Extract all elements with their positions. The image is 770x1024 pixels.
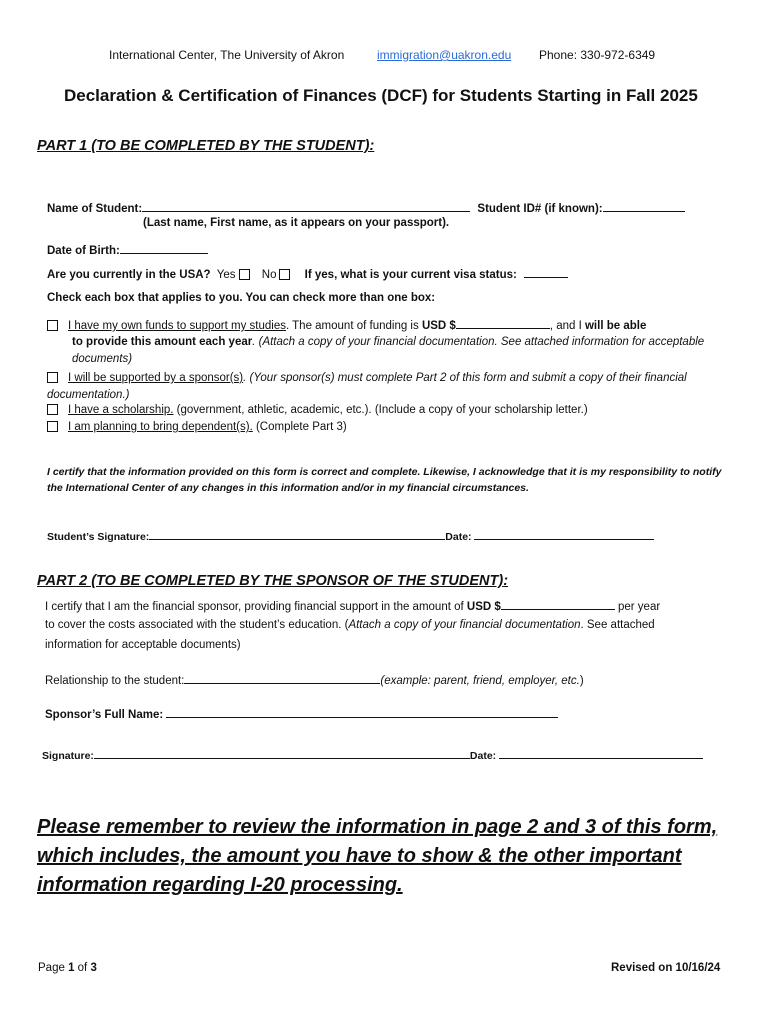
option-scholarship [47,404,588,416]
own-funds-amount-field[interactable] [456,317,550,329]
name-of-student-row [47,200,685,215]
sponsor-label: I will be supported by a sponsor(s) [68,372,244,384]
yes-checkbox[interactable] [239,269,250,280]
dob-label: Date of Birth: [47,245,120,257]
student-id-field[interactable] [603,200,685,212]
student-signature-row [47,528,654,543]
option-own-funds [47,317,707,335]
relationship-label: Relationship to the student: [45,675,185,687]
dob-row [47,242,208,257]
page-total: 3 [90,962,97,974]
no-label: No [261,269,277,281]
reminder-line3: information regarding I-20 processing. [37,874,403,896]
reminder-line1: Please remember to review the information in page 2 and 3 of this form, [37,816,718,838]
page-number [38,962,97,974]
sponsor-amount-field[interactable] [501,598,615,610]
check-instruction: Check each box that applies to you. You can check more than one box: [47,292,436,304]
own-funds-bold2: to provide this amount each year [72,336,253,348]
sponsor-certify-per-year: per year [617,601,661,613]
sponsor-certify-usd: USD $ [466,601,501,613]
name-hint: (Last name, First name, as it appears on your passport). [143,217,450,229]
dob-field[interactable] [120,242,208,254]
part2-heading: PART 2 (TO BE COMPLETED BY THE SPONSOR OF THE STUDENT): [37,573,509,589]
student-signature-field[interactable] [149,528,445,540]
sponsor-signature-row [42,747,703,762]
dependents-checkbox[interactable] [47,421,58,432]
header-org: International Center, The University of Akron [109,48,345,62]
sponsor-certify-line3: information for acceptable documents) [45,639,241,651]
sponsor-certify-text1: I certify that I am the financial sponsor, providing financial support in the amount of [45,601,467,613]
sponsor-italic: . (Your sponsor(s) must complete Part 2 of this form and submit a copy of their financial documentation.) [47,372,687,401]
sponsor-certify-text3: to cover the costs associated with the student’s education. ( [45,619,349,631]
sponsor-name-field[interactable] [166,706,558,718]
email-link[interactable]: immigration@uakron.edu [377,48,512,62]
sponsor-name-label: Sponsor’s Full Name: [45,709,164,721]
option-dependents [47,421,347,433]
name-label: Name of Student: [47,203,143,215]
student-id-label: Student ID# (if known): [477,203,603,215]
name-field[interactable] [142,200,470,212]
page-prefix: Page [38,962,69,974]
own-funds-usd: USD $ [421,320,456,332]
scholarship-label: I have a scholarship. [68,404,174,417]
option-sponsor [47,370,707,404]
student-signature-label: Student’s Signature: [47,531,150,543]
scholarship-checkbox[interactable] [47,404,58,415]
page-num: 1 [68,962,75,974]
own-funds-text2: , and I [549,320,585,332]
sponsor-checkbox[interactable] [47,372,58,383]
yes-label: Yes [216,269,236,281]
sponsor-name-row [45,706,558,721]
sponsor-signature-label: Signature: [42,750,94,762]
sponsor-signature-field[interactable] [94,747,470,759]
usa-question: Are you currently in the USA? [47,269,211,281]
option-own-funds-cont [72,334,712,368]
visa-field[interactable] [524,266,568,278]
own-funds-italic: . (Attach a copy of your financial documentation. See attached information for acceptable documents) [72,336,705,365]
relationship-close: ) [579,675,584,687]
own-funds-text: . The amount of funding is [285,320,422,332]
dependents-text: (Complete Part 3) [252,421,347,434]
own-funds-bold1: will be able [584,320,647,332]
relationship-example: (example: parent, friend, employer, etc. [380,675,580,687]
student-date-field[interactable] [474,528,654,540]
relationship-field[interactable] [184,672,380,684]
dependents-label: I am planning to bring dependent(s). [68,421,253,434]
student-date-label: Date: [445,531,472,543]
usa-row [47,266,568,281]
own-funds-checkbox[interactable] [47,320,58,331]
sponsor-certify-text4: . See attached [580,619,655,631]
own-funds-label: I have my own funds to support my studies [68,320,286,332]
sponsor-certify-line2 [45,619,655,631]
visa-question: If yes, what is your current visa status: [304,269,517,281]
reminder-line2: which includes, the amount you have to show & the other important [37,845,682,867]
scholarship-text: (government, athletic, academic, etc.). (Include a copy of your scholarship letter.) [173,404,588,417]
page-title: Declaration & Certification of Finances (DCF) for Students Starting in Fall 2025 [64,86,698,105]
header-phone: Phone: 330-972-6349 [539,48,656,62]
sponsor-certify-line1 [45,598,660,613]
sponsor-certify-italic: Attach a copy of your financial documentation [348,619,581,631]
no-checkbox[interactable] [279,269,290,280]
revised-date: Revised on 10/16/24 [611,962,721,974]
sponsor-date-label: Date: [469,750,497,762]
relationship-row [45,672,584,687]
student-certify: I certify that the information provided on this form is correct and complete. Likewise, I acknowledge that it is my responsibility to notify the International Center of any changes in this information and/or in my financial circumstances. [47,466,722,494]
part1-heading: PART 1 (TO BE COMPLETED BY THE STUDENT): [37,138,375,154]
sponsor-date-field[interactable] [499,747,703,759]
page-of: of [74,962,91,974]
